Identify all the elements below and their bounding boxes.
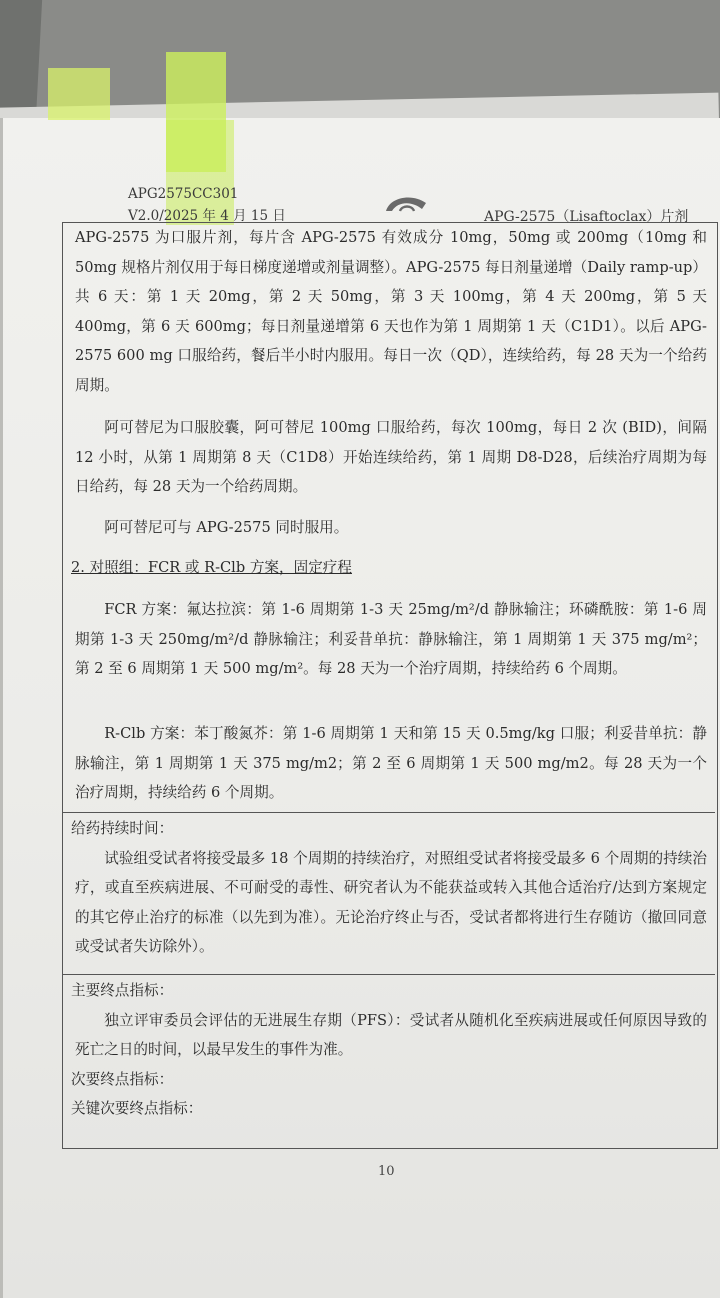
primary-endpoint-section [63, 976, 715, 1124]
page-number: 10 [378, 1164, 395, 1179]
version-date: V2.0/2025 年 4 月 15 日 [128, 208, 286, 224]
protocol-code: APG2575CC301 [128, 186, 239, 202]
acalabrutinib-paragraph [63, 413, 715, 502]
duration-section [63, 814, 715, 962]
co-administration-paragraph [63, 513, 715, 543]
product-name: APG-2575（Lisaftoclax）片剂 [484, 209, 689, 225]
acalabrutinib-dosing-text: 阿可替尼为口服胶囊，阿可替尼 100mg 口服给药，每次 100mg，每日 2 次 (BID)，间隔 12 小时，从第 1 周期第 8 天（C1D8）开始连续给药，第 1 周期 D8-D28，后续治疗周期为每日给药，每 28 天为一个给药周期。 [75, 419, 707, 495]
apg2575-dosing-text: APG-2575 为口服片剂，每片含 APG-2575 有效成分 10mg，50mg 或 200mg（10mg 和 50mg 规格片剂仅用于每日梯度递增或剂量调整）。APG-2575 每日剂量递增（Daily ramp-up）共 6 天：第 1 天 20mg，第 2 天 50mg，第 3 天 100mg，第 4 天 200mg，第 5 天 400mg，第 6 天 600mg；每日剂量递增第 6 天也作为第 1 周期第 1 天（C1D1）。以后 APG-2575 600 mg 口服给药，餐后半小时内服用。每日一次（QD），连续给药，每 28 天为一个给药周期。 [75, 229, 707, 394]
dosing-paragraph [63, 223, 715, 400]
primary-endpoint-heading: 主要终点指标： [71, 982, 174, 999]
table-divider [63, 812, 715, 813]
fcr-regimen-text: FCR 方案：氟达拉滨：第 1-6 周期第 1-3 天 25mg/m²/d 静脉输注；环磷酰胺：第 1-6 周期第 1-3 天 250mg/m²/d 静脉输注；利妥昔单抗：静脉输注，第 1 周期第 1 天 375 mg/m²；第 2 至 6 周期第 1 天 500 mg/m²。每 28 天为一个治疗周期，持续给药 6 个周期。 [75, 601, 707, 677]
secondary-endpoint-heading: 次要终点指标： [71, 1070, 174, 1088]
rclb-paragraph [63, 719, 715, 808]
protocol-synopsis-table [62, 222, 718, 1149]
control-group-title: 2. 对照组：FCR 或 R-Clb 方案，固定疗程 [71, 559, 352, 576]
sticky-tab [48, 68, 110, 120]
rclb-regimen-text: R-Clb 方案：苯丁酸氮芥：第 1-6 周期第 1 天和第 15 天 0.5mg/kg 口服；利妥昔单抗：静脉输注，第 1 周期第 1 天 375 mg/m2；第 2 至 6 周期第 1 天 500 mg/m2。每 28 天为一个治疗周期，持续给药 6 个周期。 [75, 725, 707, 801]
co-administration-text: 阿可替尼可与 APG-2575 同时服用。 [104, 519, 349, 536]
primary-endpoint-text: 独立评审委员会评估的无进展生存期（PFS）：受试者从随机化至疾病进展或任何原因导致的死亡之日的时间，以最早发生的事件为准。 [75, 1011, 707, 1058]
duration-heading: 给药持续时间： [71, 820, 174, 837]
table-divider [63, 974, 715, 975]
fcr-paragraph [63, 595, 715, 684]
page-edge [0, 118, 3, 1298]
company-logo-icon [382, 193, 432, 215]
key-secondary-endpoint-heading: 关键次要终点指标： [71, 1100, 203, 1117]
duration-text: 试验组受试者将接受最多 18 个周期的持续治疗，对照组受试者将接受最多 6 个周期的持续治疗，或直至疾病进展、不可耐受的毒性、研究者认为不能获益或转入其他合适治疗/达到方案规定的其它停止治疗的标准（以先到为准）。无论治疗终止与否，受试者都将进行生存随访（撤回同意或受试者失访除外）。 [75, 849, 707, 955]
control-group-heading [63, 553, 715, 583]
